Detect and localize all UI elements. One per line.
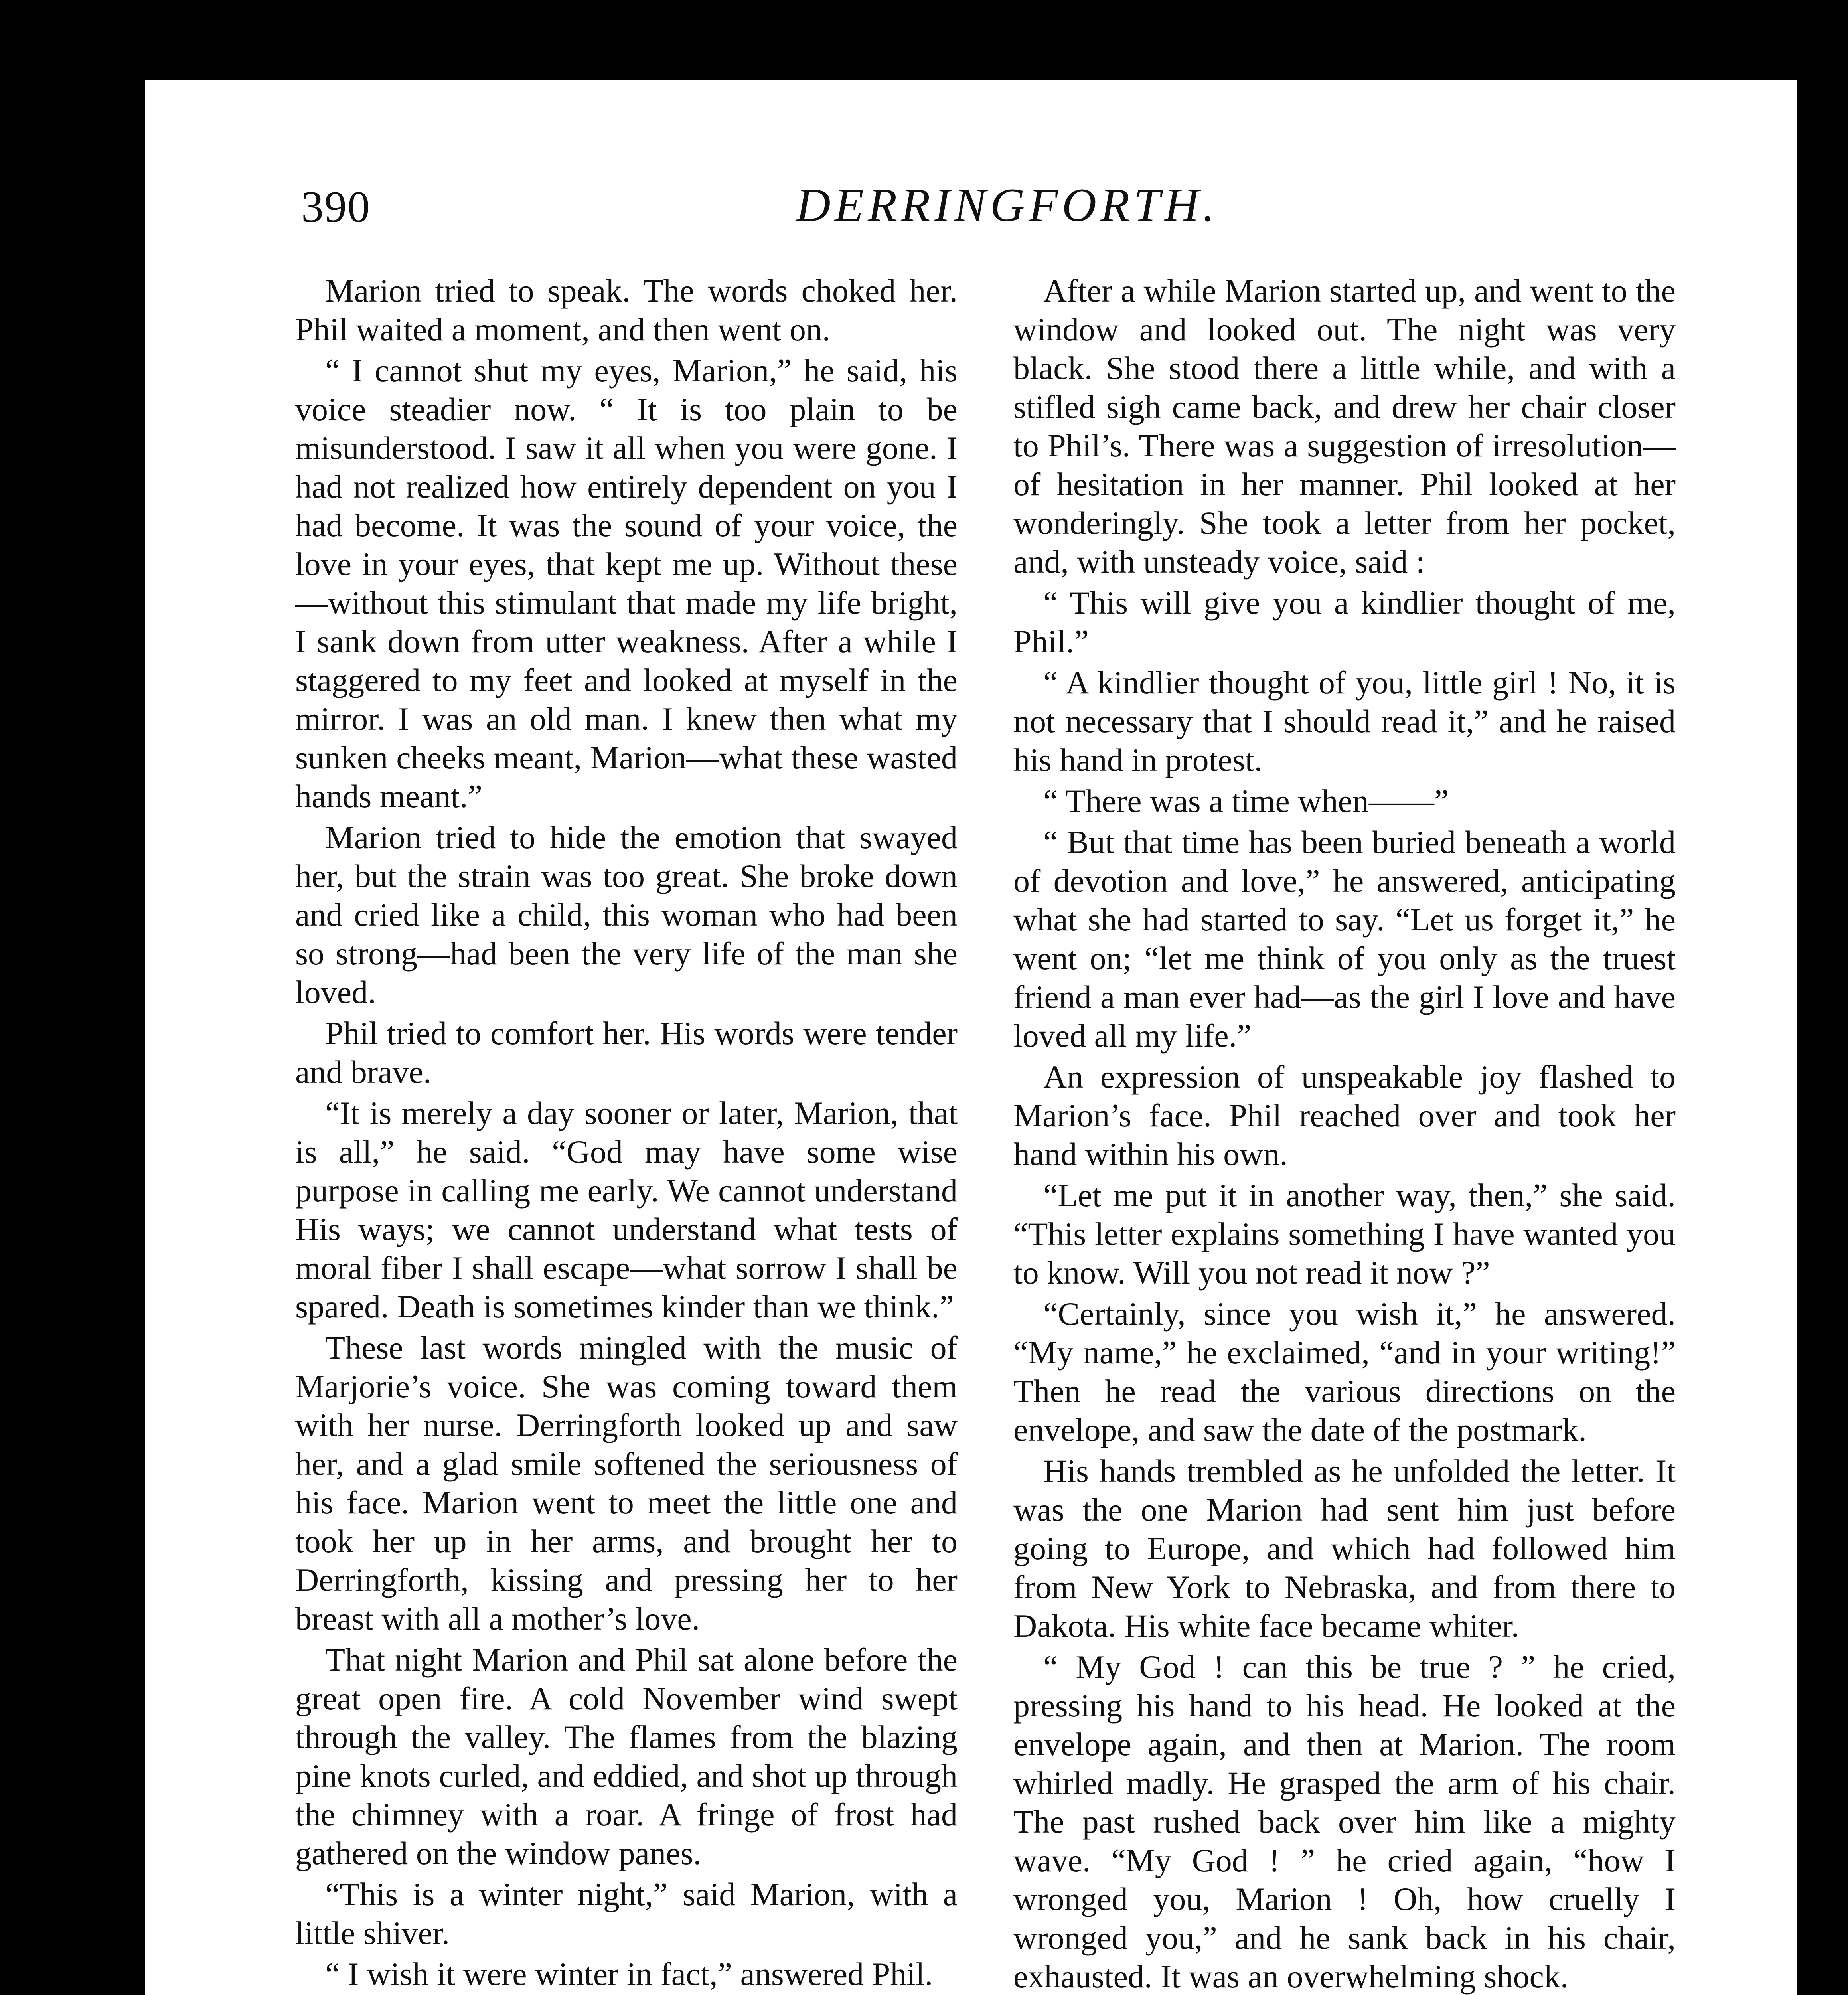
running-title: DERRINGFORTH.: [796, 178, 1219, 231]
paragraph: “This is a winter night,” said Marion, with a little shiver.: [295, 1876, 958, 1951]
right-column: [1013, 271, 1676, 1995]
next-page-edge: [1785, 80, 1797, 1995]
paragraph: “ There was a time when——”: [1043, 783, 1449, 819]
paragraph: Phil tried to comfort her. His words were tender and brave.: [295, 1015, 958, 1090]
left-column: [295, 271, 958, 1995]
paragraph: That night Marion and Phil sat alone before the great open fire. A cold November wind swept through the valley. The flames from the blazing pine knots curled, and eddied, and shot up through the chimney with a roar. A fringe of frost had gathered on the window panes.: [295, 1641, 958, 1871]
paragraph: “ I cannot shut my eyes, Marion,” he said, his voice steadier now. “ It is too plain to be misunderstood. I saw it all when you were gone. I had not realized how entirely dependent on you I had become. It was the sound of your voice, the love in your eyes, that kept me up. Without these—without this stimulant that made my life bright, I sank down from utter weakness. After a while I staggered to my feet and looked at myself in the mirror. I was an old man. I knew then what my sunken cheeks meant, Marion—what these wasted hands meant.”: [295, 352, 958, 814]
page-number: 390: [301, 182, 371, 232]
paragraph: “ My God ! can this be true ? ” he cried, pressing his hand to his head. He looked at the envelope again, and then at Marion. The room whirled madly. He grasped the arm of his chair. The past rushed back over him like a mighty wave. “My God ! ” he cried again, “how I wronged you, Marion ! Oh, how cruelly I wronged you,” and he sank back in his chair, exhausted. It was an overwhelming shock.: [1013, 1649, 1676, 1995]
paragraph: These last words mingled with the music of Marjorie’s voice. She was coming toward them with her nurse. Derringforth looked up and saw her, and a glad smile softened the seriousness of his face. Marion went to meet the little one and took her up in her arms, and brought her to Derringforth, kissing and pressing her to her breast with all a mother’s love.: [295, 1329, 958, 1637]
paragraph: After a while Marion started up, and went to the window and looked out. The night was very black. She stood there a little while, and with a stifled sigh came back, and drew her chair closer to Phil’s. There was a suggestion of irresolution—of hesitation in her manner. Phil looked at her wonderingly. She took a letter from her pocket, and, with unsteady voice, said :: [1013, 273, 1676, 580]
paragraph: “ This will give you a kindlier thought of me, Phil.”: [1013, 585, 1676, 660]
paragraph: His hands trembled as he unfolded the letter. It was the one Marion had sent him just before going to Europe, and which had followed him from New York to Nebraska, and from there to Dakota. His white face became whiter.: [1013, 1453, 1676, 1644]
paragraph: Marion tried to speak. The words choked her. Phil waited a moment, and then went on.: [295, 273, 958, 348]
paragraph: An expression of unspeakable joy flashed to Marion’s face. Phil reached over and took her hand within his own.: [1013, 1059, 1676, 1172]
paragraph: “ A kindlier thought of you, little girl ! No, it is not necessary that I should read it,” and he raised his hand in protest.: [1013, 664, 1676, 778]
paragraph: “Let me put it in another way, then,” she said. “This letter explains something I have wanted you to know. Will you not read it now ?”: [1013, 1177, 1676, 1291]
paragraph: Marion tried to hide the emotion that swayed her, but the strain was too great. She broke down and cried like a child, this woman who had been so strong—had been the very life of the man she loved.: [295, 819, 958, 1010]
paragraph: “It is merely a day sooner or later, Marion, that is all,” he said. “God may have some wise purpose in calling me early. We cannot understand His ways; we cannot understand what tests of moral fiber I shall escape—what sorrow I shall be spared. Death is sometimes kinder than we think.”: [295, 1095, 958, 1325]
paragraph: “ I wish it were winter in fact,” answered Phil.: [325, 1956, 933, 1992]
paragraph: “Certainly, since you wish it,” he answered. “My name,” he exclaimed, “and in your writing!” Then he read the various directions on the envelope, and saw the date of the postmark.: [1013, 1296, 1676, 1448]
paragraph: “ But that time has been buried beneath a world of devotion and love,” he answered, anticipating what she had started to say. “Let us forget it,” he went on; “let me think of you only as the truest friend a man ever had—as the girl I love and have loved all my life.”: [1013, 824, 1676, 1054]
